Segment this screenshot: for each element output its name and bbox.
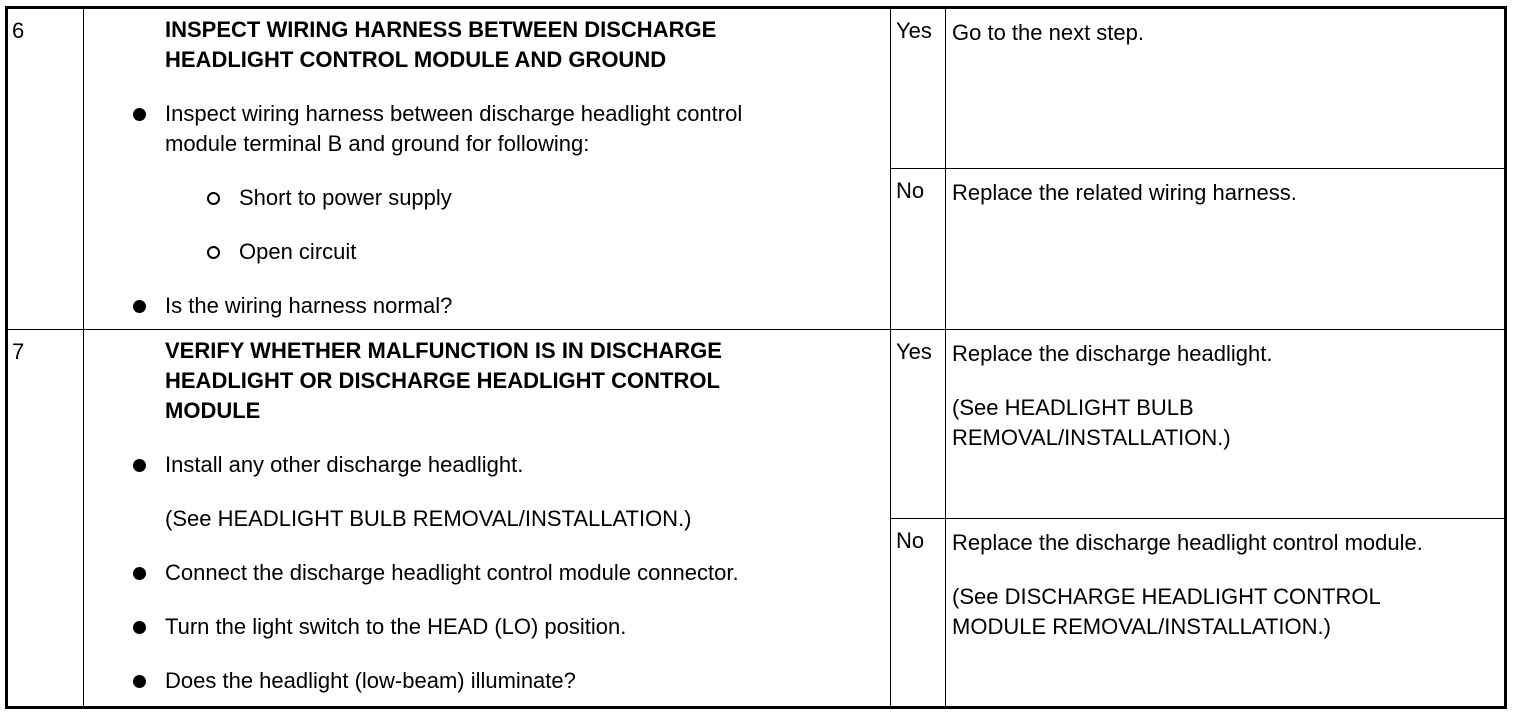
- step-6-yes-action: [946, 8, 1506, 169]
- step-7-yes-action: [946, 330, 1506, 519]
- step-6-sub-2-text: Open circuit: [239, 239, 357, 264]
- step-6-yes-action-text: Go to the next step.: [952, 20, 1145, 45]
- step-7-bullet-4-text: Does the headlight (low-beam) illuminate?: [165, 668, 576, 693]
- step-6-title: [165, 15, 890, 75]
- step-7-no-note-line2: MODULE REMOVAL/INSTALLATION.): [952, 614, 1331, 639]
- step-6-bullet-2: [165, 291, 890, 321]
- step-6-bullet-2-text: Is the wiring harness normal?: [165, 293, 453, 318]
- step-6-body: [84, 8, 891, 330]
- step-7-no-action: [946, 519, 1506, 708]
- step-7-number: 7: [7, 330, 84, 708]
- step-7-bullet-1: [165, 450, 890, 480]
- step-7-title: [165, 336, 890, 426]
- step-6-bullet-1-line2: module terminal B and ground for following:: [165, 131, 590, 156]
- step-6-title-line2: HEADLIGHT CONTROL MODULE AND GROUND: [165, 47, 667, 72]
- step-6-no-action-text: Replace the related wiring harness.: [952, 180, 1297, 205]
- step-7-row-yes: [7, 330, 1506, 519]
- step-6-no-label: No: [891, 169, 946, 330]
- step-7-bullet-4: [165, 666, 890, 696]
- step-7-title-line3: MODULE: [165, 398, 261, 423]
- circle-bullet-icon: [207, 192, 220, 205]
- step-6-bullet-1-line1: Inspect wiring harness between discharge headlight control: [165, 101, 743, 126]
- step-6-title-line1: INSPECT WIRING HARNESS BETWEEN DISCHARGE: [165, 17, 717, 42]
- step-7-bullet-3: [165, 612, 890, 642]
- step-6-number: 6: [7, 8, 84, 330]
- step-7-yes-action-text: Replace the discharge headlight.: [952, 341, 1273, 366]
- step-7-no-action-text: Replace the discharge headlight control module.: [952, 530, 1423, 555]
- step-6-sub-1: [239, 183, 890, 213]
- bullet-icon: [133, 675, 146, 688]
- step-7-yes-label: Yes: [891, 330, 946, 519]
- diagnostic-procedure-table: [5, 6, 1507, 709]
- step-7-title-line1: VERIFY WHETHER MALFUNCTION IS IN DISCHARGE: [165, 338, 722, 363]
- step-6-yes-label: Yes: [891, 8, 946, 169]
- step-7-no-note: [952, 582, 1498, 642]
- circle-bullet-icon: [207, 246, 220, 259]
- step-7-bullet-3-text: Turn the light switch to the HEAD (LO) position.: [165, 614, 627, 639]
- step-7-title-line2: HEADLIGHT OR DISCHARGE HEADLIGHT CONTROL: [165, 368, 720, 393]
- bullet-icon: [133, 567, 146, 580]
- step-7-no-label: No: [891, 519, 946, 708]
- bullet-icon: [133, 108, 146, 121]
- bullet-icon: [133, 621, 146, 634]
- step-7-no-note-line1: (See DISCHARGE HEADLIGHT CONTROL: [952, 584, 1381, 609]
- step-7-yes-note-line2: REMOVAL/INSTALLATION.): [952, 425, 1231, 450]
- step-6-sub-2: [239, 237, 890, 267]
- bullet-icon: [133, 459, 146, 472]
- step-7-yes-note-line1: (See HEADLIGHT BULB: [952, 395, 1194, 420]
- step-6-bullet-1: [165, 99, 890, 159]
- step-7-bullet-2: [165, 558, 890, 588]
- step-7-bullet-2-text: Connect the discharge headlight control module connector.: [165, 560, 739, 585]
- step-6-row-yes: [7, 8, 1506, 169]
- step-6-sub-1-text: Short to power supply: [239, 185, 452, 210]
- step-7-note-1: (See HEADLIGHT BULB REMOVAL/INSTALLATION.): [165, 506, 692, 531]
- step-7-bullet-1-text: Install any other discharge headlight.: [165, 452, 524, 477]
- bullet-icon: [133, 300, 146, 313]
- step-6-no-action: [946, 169, 1506, 330]
- step-7-body: [84, 330, 891, 708]
- step-7-yes-note: [952, 393, 1498, 453]
